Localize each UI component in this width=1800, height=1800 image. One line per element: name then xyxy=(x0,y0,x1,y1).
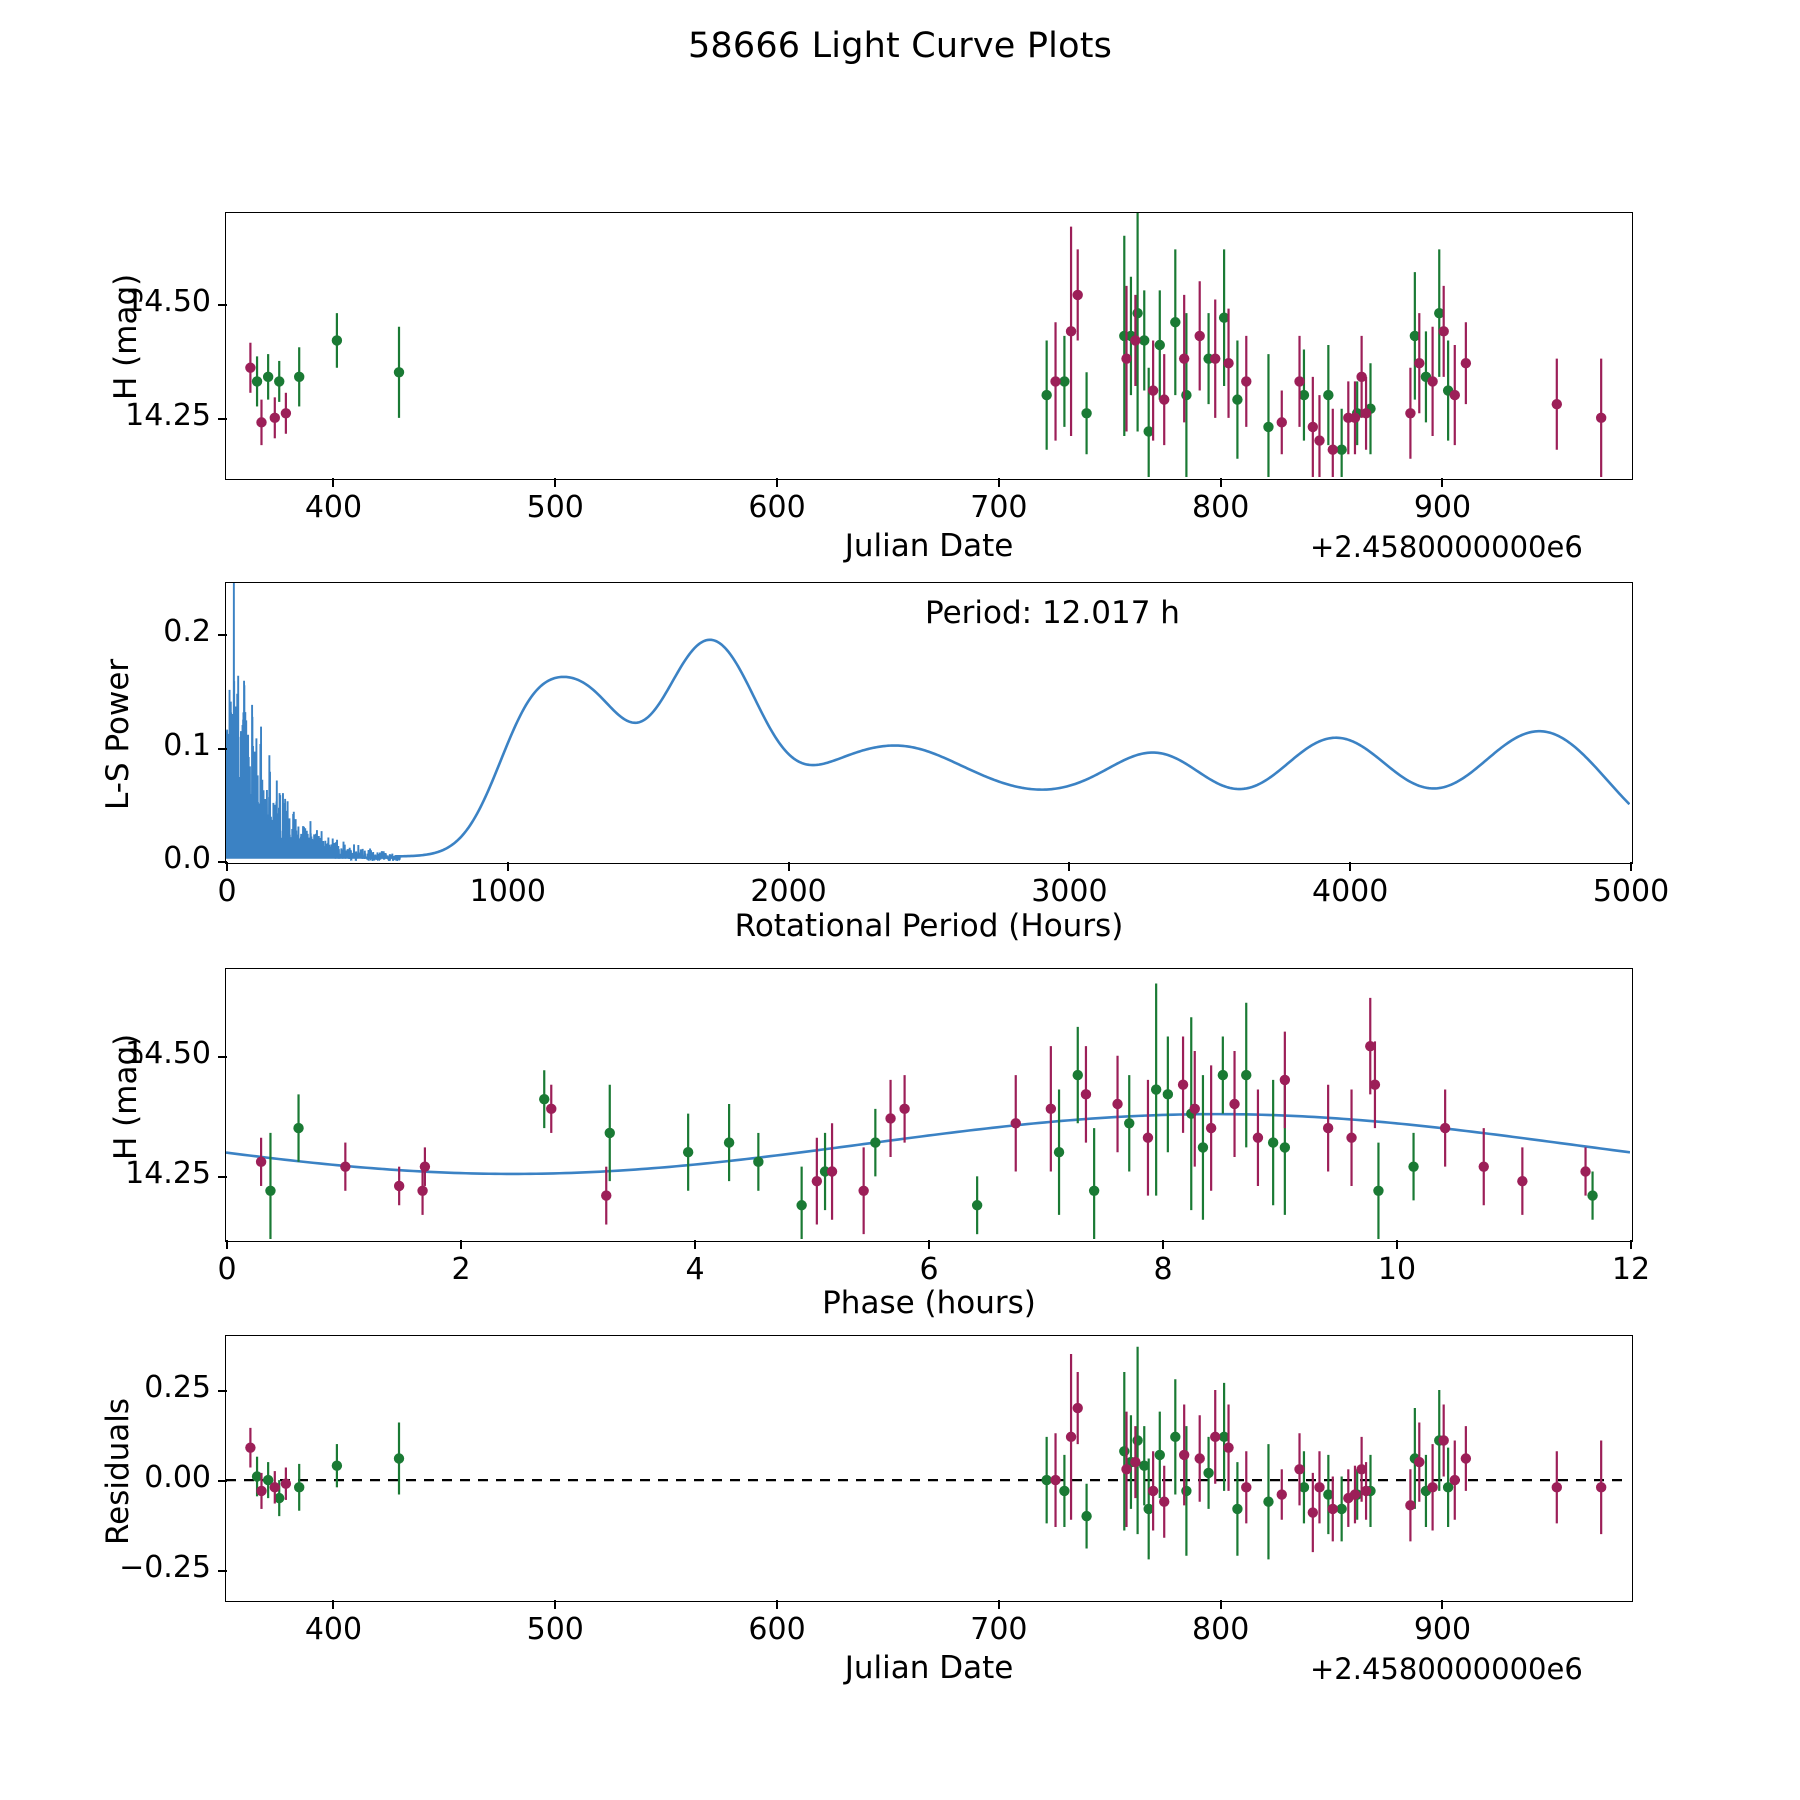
panel3-y-axis-label: H (mag) xyxy=(108,1033,144,1160)
axis-tick-mark xyxy=(928,1240,930,1249)
axis-tick-label: 6 xyxy=(919,1252,939,1287)
data-series-survey-r xyxy=(256,998,1591,1234)
data-series-survey-g xyxy=(252,1347,1453,1560)
axis-tick-label: 400 xyxy=(304,1612,363,1647)
panel3-x-axis-label: Phase (hours) xyxy=(822,1285,1036,1321)
axis-tick-mark xyxy=(998,478,1000,487)
axis-tick-label: 2 xyxy=(451,1252,471,1287)
axis-tick-label: 12 xyxy=(1611,1252,1651,1287)
axis-tick-mark xyxy=(218,1480,227,1482)
axis-tick-label: 14.25 xyxy=(125,397,211,433)
axis-tick-label: 14.25 xyxy=(125,1156,211,1192)
data-series-survey-g xyxy=(252,213,1453,477)
axis-tick-mark xyxy=(694,1240,696,1249)
axis-tick-label: 700 xyxy=(970,490,1028,525)
axis-tick-mark xyxy=(554,1600,556,1609)
axis-tick-label: 0.1 xyxy=(163,727,211,763)
axis-tick-label: 5000 xyxy=(1592,874,1670,909)
axis-tick-mark xyxy=(1220,1600,1222,1609)
axis-tick-mark xyxy=(1220,478,1222,487)
axis-tick-mark xyxy=(218,1056,227,1058)
axis-tick-mark xyxy=(218,748,227,750)
data-series-survey-g xyxy=(265,983,1598,1239)
panel2-x-axis-label: Rotational Period (Hours) xyxy=(734,908,1124,944)
axis-tick-label: 1000 xyxy=(469,874,546,909)
axis-tick-mark xyxy=(218,1570,227,1572)
panel4-x-axis-label: Julian Date xyxy=(844,1650,1014,1686)
axis-tick-mark xyxy=(1630,862,1632,871)
axis-tick-label: 14.50 xyxy=(125,284,211,320)
axis-tick-label: 600 xyxy=(748,1612,806,1647)
axis-tick-mark xyxy=(998,1600,1000,1609)
axis-tick-mark xyxy=(1162,1240,1164,1249)
axis-tick-label: 2000 xyxy=(750,874,827,909)
axis-tick-mark xyxy=(218,861,227,863)
axis-tick-mark xyxy=(226,862,228,871)
axis-tick-label: 10 xyxy=(1377,1252,1417,1287)
axis-tick-label: 500 xyxy=(526,490,584,525)
axis-tick-mark xyxy=(332,1600,334,1609)
panel1-x-axis-label: Julian Date xyxy=(844,528,1014,564)
axis-tick-label: 800 xyxy=(1192,490,1250,525)
axis-tick-mark xyxy=(776,1600,778,1609)
axis-tick-mark xyxy=(226,1240,228,1249)
figure-title: 58666 Light Curve Plots xyxy=(687,26,1113,66)
axis-tick-mark xyxy=(1630,1240,1632,1249)
period-annotation: Period: 12.017 h xyxy=(925,595,1180,631)
data-series-survey-r xyxy=(245,227,1606,477)
panel-lightcurve-time-series xyxy=(225,212,1633,480)
axis-tick-mark xyxy=(788,862,790,871)
axis-tick-mark xyxy=(554,478,556,487)
axis-tick-label: 0 xyxy=(217,1252,237,1287)
axis-tick-mark xyxy=(218,304,227,306)
axis-tick-label: 0 xyxy=(217,874,237,909)
axis-tick-mark xyxy=(218,1390,227,1392)
axis-tick-mark xyxy=(218,634,227,636)
axis-tick-label: 3000 xyxy=(1031,874,1108,909)
axis-tick-label: 0.0 xyxy=(163,841,211,876)
axis-tick-label: 0.00 xyxy=(144,1460,211,1496)
axis-tick-label: 14.50 xyxy=(125,1035,211,1071)
panel4-x-axis-offset: +2.4580000000e6 xyxy=(1310,1652,1583,1686)
data-series-survey-r xyxy=(245,1354,1606,1552)
panel1-y-axis-label: H (mag) xyxy=(108,273,144,400)
axis-tick-mark xyxy=(1396,1240,1398,1249)
axis-tick-label: 4000 xyxy=(1312,874,1389,909)
axis-tick-label: 900 xyxy=(1413,490,1472,525)
axis-tick-mark xyxy=(218,418,227,420)
panel-phase-folded-lightcurve xyxy=(225,968,1633,1242)
axis-tick-mark xyxy=(1068,862,1070,871)
axis-tick-mark xyxy=(218,1176,227,1178)
axis-tick-label: 900 xyxy=(1413,1612,1472,1647)
axis-tick-label: 0.25 xyxy=(144,1370,211,1406)
panel2-y-axis-label: L-S Power xyxy=(100,658,136,810)
panel1-x-axis-offset: +2.4580000000e6 xyxy=(1310,530,1583,564)
panel-residuals xyxy=(225,1335,1633,1602)
axis-tick-mark xyxy=(460,1240,462,1249)
axis-tick-label: 4 xyxy=(685,1252,705,1287)
axis-tick-mark xyxy=(507,862,509,871)
axis-tick-label: 800 xyxy=(1192,1612,1250,1647)
axis-tick-mark xyxy=(1349,862,1351,871)
axis-tick-label: 600 xyxy=(748,490,806,525)
axis-tick-label: 700 xyxy=(970,1612,1028,1647)
axis-tick-label: 8 xyxy=(1153,1252,1173,1287)
axis-tick-label: 400 xyxy=(304,490,363,525)
axis-tick-label: −0.25 xyxy=(119,1550,211,1586)
axis-tick-mark xyxy=(332,478,334,487)
panel4-y-axis-label: Residuals xyxy=(100,1397,136,1545)
axis-tick-label: 500 xyxy=(526,1612,584,1647)
axis-tick-mark xyxy=(776,478,778,487)
axis-tick-mark xyxy=(1441,478,1443,487)
axis-tick-mark xyxy=(1441,1600,1443,1609)
axis-tick-label: 0.2 xyxy=(163,614,211,650)
